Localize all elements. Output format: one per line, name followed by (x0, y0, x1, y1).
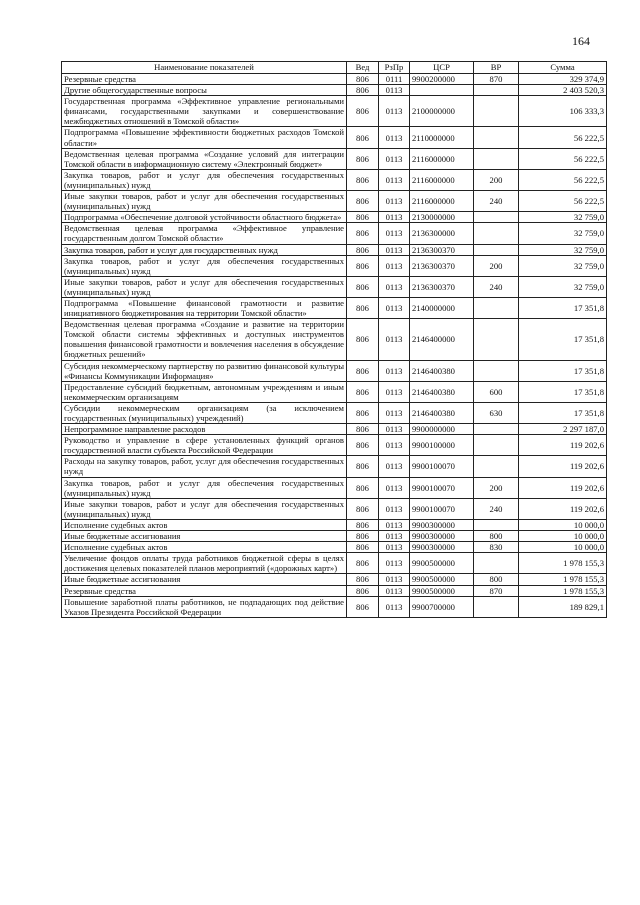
table-row (62, 402, 607, 423)
table-row (62, 223, 607, 244)
table-row (62, 127, 607, 148)
row-vr (474, 96, 519, 127)
table-header-row (62, 62, 607, 74)
row-vr (474, 297, 519, 318)
row-csr: 2146400380 (410, 402, 474, 423)
row-csr: 2110000000 (410, 127, 474, 148)
row-ved: 806 (347, 85, 379, 96)
row-sum: 56 222,5 (519, 148, 607, 169)
row-sum: 56 222,5 (519, 127, 607, 148)
row-vr (474, 360, 519, 381)
row-rzpr: 0113 (379, 244, 410, 255)
row-csr: 9900100000 (410, 435, 474, 456)
row-vr: 800 (474, 531, 519, 542)
row-csr: 9900100070 (410, 456, 474, 477)
row-ved: 806 (347, 585, 379, 596)
row-rzpr: 0113 (379, 319, 410, 360)
row-vr: 240 (474, 498, 519, 519)
row-csr: 2100000000 (410, 96, 474, 127)
row-rzpr: 0113 (379, 477, 410, 498)
row-csr: 2116000000 (410, 148, 474, 169)
row-sum: 1 978 155,3 (519, 585, 607, 596)
row-rzpr: 0113 (379, 596, 410, 617)
row-rzpr: 0113 (379, 223, 410, 244)
row-rzpr: 0113 (379, 276, 410, 297)
table-row (62, 319, 607, 360)
table-row (62, 574, 607, 585)
row-name: Подпрограмма «Обеспечение долговой устойчивости областного бюджета» (62, 212, 347, 223)
row-rzpr: 0113 (379, 574, 410, 585)
table-row (62, 542, 607, 553)
row-csr: 9900500000 (410, 574, 474, 585)
row-csr: 2140000000 (410, 297, 474, 318)
row-rzpr: 0113 (379, 127, 410, 148)
row-csr: 2146400380 (410, 360, 474, 381)
row-ved: 806 (347, 553, 379, 574)
row-rzpr: 0113 (379, 148, 410, 169)
row-vr (474, 244, 519, 255)
row-sum: 119 202,6 (519, 498, 607, 519)
row-rzpr: 0113 (379, 255, 410, 276)
row-sum: 17 351,8 (519, 360, 607, 381)
row-sum: 2 403 520,3 (519, 85, 607, 96)
row-vr (474, 212, 519, 223)
row-name: Ведомственная целевая программа «Создание условий для интеграции Томской области в информационную систему «Электронный бюджет» (62, 148, 347, 169)
row-rzpr: 0113 (379, 169, 410, 190)
row-vr (474, 456, 519, 477)
row-sum: 17 351,8 (519, 381, 607, 402)
table-row (62, 553, 607, 574)
row-name: Подпрограмма «Повышение финансовой грамотности и развитие инициативного бюджетирования на территории Томской области» (62, 297, 347, 318)
table-row (62, 498, 607, 519)
row-name: Закупка товаров, работ и услуг для обеспечения государственных (муниципальных) нужд (62, 169, 347, 190)
row-rzpr: 0113 (379, 542, 410, 553)
table-row (62, 148, 607, 169)
row-sum: 10 000,0 (519, 542, 607, 553)
row-ved: 806 (347, 212, 379, 223)
row-rzpr: 0113 (379, 585, 410, 596)
budget-table (61, 61, 607, 618)
row-vr (474, 596, 519, 617)
row-csr: 2116000000 (410, 169, 474, 190)
row-vr: 800 (474, 574, 519, 585)
row-csr: 2146400000 (410, 319, 474, 360)
row-csr: 9900100070 (410, 477, 474, 498)
row-ved: 806 (347, 456, 379, 477)
row-vr: 600 (474, 381, 519, 402)
row-name: Предоставление субсидий бюджетным, автономным учреждениям и иным некоммерческим организациям (62, 381, 347, 402)
row-vr: 200 (474, 255, 519, 276)
row-ved: 806 (347, 319, 379, 360)
row-name: Руководство и управление в сфере установленных функций органов государственной власти субъекта Российской Федерации (62, 435, 347, 456)
table-row (62, 169, 607, 190)
row-rzpr: 0113 (379, 498, 410, 519)
row-ved: 806 (347, 477, 379, 498)
page-number: 164 (572, 34, 590, 48)
row-vr (474, 85, 519, 96)
row-ved: 806 (347, 148, 379, 169)
row-rzpr: 0113 (379, 402, 410, 423)
row-name: Иные закупки товаров, работ и услуг для обеспечения государственных (муниципальных) нужд (62, 191, 347, 212)
table-row (62, 255, 607, 276)
table-row (62, 244, 607, 255)
row-sum: 56 222,5 (519, 169, 607, 190)
row-csr: 9900300000 (410, 519, 474, 530)
row-name: Субсидия некоммерческому партнерству по развитию финансовой культуры «Финансы Коммуникации Информация» (62, 360, 347, 381)
table-row (62, 191, 607, 212)
row-sum: 1 978 155,3 (519, 574, 607, 585)
row-csr: 9900100070 (410, 498, 474, 519)
row-name: Иные бюджетные ассигнования (62, 531, 347, 542)
row-rzpr: 0113 (379, 85, 410, 96)
row-vr (474, 435, 519, 456)
row-ved: 806 (347, 169, 379, 190)
row-ved: 806 (347, 424, 379, 435)
row-csr: 9900200000 (410, 74, 474, 85)
row-name: Иные закупки товаров, работ и услуг для обеспечения государственных (муниципальных) нужд (62, 498, 347, 519)
table-row (62, 96, 607, 127)
row-vr (474, 127, 519, 148)
row-ved: 806 (347, 191, 379, 212)
table-row (62, 381, 607, 402)
row-vr: 870 (474, 585, 519, 596)
row-csr: 9900500000 (410, 553, 474, 574)
row-vr: 240 (474, 276, 519, 297)
row-name: Резервные средства (62, 585, 347, 596)
row-csr: 9900300000 (410, 531, 474, 542)
row-sum: 32 759,0 (519, 255, 607, 276)
header-ved: Вед (347, 62, 379, 74)
row-name: Закупка товаров, работ и услуг для обеспечения государственных (муниципальных) нужд (62, 477, 347, 498)
row-name: Государственная программа «Эффективное управление региональными финансами, государственными закупками и совершенствование межбюджетных отношений в Томской области» (62, 96, 347, 127)
row-name: Подпрограмма «Повышение эффективности бюджетных расходов Томской области» (62, 127, 347, 148)
row-sum: 56 222,5 (519, 191, 607, 212)
row-csr: 9900000000 (410, 424, 474, 435)
table-row (62, 85, 607, 96)
table-body (62, 74, 607, 618)
row-name: Повышение заработной платы работников, не подпадающих под действие Указов Президента Российской Федерации (62, 596, 347, 617)
header-sum: Сумма (519, 62, 607, 74)
row-rzpr: 0113 (379, 553, 410, 574)
row-ved: 806 (347, 255, 379, 276)
row-csr: 2146400380 (410, 381, 474, 402)
row-name: Резервные средства (62, 74, 347, 85)
row-name: Исполнение судебных актов (62, 542, 347, 553)
table-row (62, 297, 607, 318)
row-sum: 32 759,0 (519, 244, 607, 255)
row-sum: 17 351,8 (519, 402, 607, 423)
table-row (62, 435, 607, 456)
row-csr: 2116000000 (410, 191, 474, 212)
row-sum: 10 000,0 (519, 531, 607, 542)
row-ved: 806 (347, 519, 379, 530)
row-sum: 17 351,8 (519, 319, 607, 360)
row-vr (474, 553, 519, 574)
row-name: Другие общегосударственные вопросы (62, 85, 347, 96)
row-ved: 806 (347, 498, 379, 519)
header-vr: ВР (474, 62, 519, 74)
row-vr: 630 (474, 402, 519, 423)
row-rzpr: 0113 (379, 360, 410, 381)
row-csr: 2136300370 (410, 244, 474, 255)
row-ved: 806 (347, 402, 379, 423)
table-row (62, 519, 607, 530)
row-rzpr: 0113 (379, 456, 410, 477)
row-csr: 2136300370 (410, 255, 474, 276)
row-ved: 806 (347, 127, 379, 148)
row-sum: 17 351,8 (519, 297, 607, 318)
row-csr: 2136300370 (410, 276, 474, 297)
row-ved: 806 (347, 531, 379, 542)
row-sum: 2 297 187,0 (519, 424, 607, 435)
row-rzpr: 0113 (379, 531, 410, 542)
row-name: Ведомственная целевая программа «Создание и развитие на территории Томской области системы эффективных и доступных инструментов повышения финансовой грамотности и вовлечения населения в обсуждение бюджетных решений» (62, 319, 347, 360)
row-name: Исполнение судебных актов (62, 519, 347, 530)
row-ved: 806 (347, 74, 379, 85)
row-vr: 200 (474, 169, 519, 190)
table-row (62, 596, 607, 617)
table-row (62, 74, 607, 85)
row-name: Ведомственная целевая программа «Эффективное управление государственным долгом Томской области» (62, 223, 347, 244)
table-row (62, 276, 607, 297)
table-row (62, 424, 607, 435)
row-rzpr: 0113 (379, 424, 410, 435)
row-ved: 806 (347, 596, 379, 617)
row-sum: 106 333,3 (519, 96, 607, 127)
table-row (62, 585, 607, 596)
row-ved: 806 (347, 542, 379, 553)
row-sum: 32 759,0 (519, 212, 607, 223)
row-name: Иные бюджетные ассигнования (62, 574, 347, 585)
row-name: Непрограммное направление расходов (62, 424, 347, 435)
row-csr: 9900700000 (410, 596, 474, 617)
table-row (62, 477, 607, 498)
table-row (62, 531, 607, 542)
row-sum: 1 978 155,3 (519, 553, 607, 574)
row-name: Закупка товаров, работ и услуг для обеспечения государственных (муниципальных) нужд (62, 255, 347, 276)
row-sum: 119 202,6 (519, 435, 607, 456)
row-rzpr: 0113 (379, 297, 410, 318)
row-vr: 830 (474, 542, 519, 553)
row-ved: 806 (347, 381, 379, 402)
row-name: Расходы на закупку товаров, работ, услуг для обеспечения государственных нужд (62, 456, 347, 477)
row-sum: 10 000,0 (519, 519, 607, 530)
row-rzpr: 0113 (379, 191, 410, 212)
row-vr: 200 (474, 477, 519, 498)
row-vr: 870 (474, 74, 519, 85)
row-ved: 806 (347, 276, 379, 297)
row-ved: 806 (347, 574, 379, 585)
row-rzpr: 0113 (379, 381, 410, 402)
row-name: Субсидии некоммерческим организациям (за исключением государственных (муниципальных) учреждений) (62, 402, 347, 423)
row-csr: 2130000000 (410, 212, 474, 223)
row-csr: 9900500000 (410, 585, 474, 596)
row-vr (474, 223, 519, 244)
row-vr: 240 (474, 191, 519, 212)
row-vr (474, 148, 519, 169)
row-rzpr: 0111 (379, 74, 410, 85)
table-row (62, 360, 607, 381)
row-sum: 32 759,0 (519, 276, 607, 297)
row-csr: 9900300000 (410, 542, 474, 553)
row-vr (474, 519, 519, 530)
header-rzpr: РзПр (379, 62, 410, 74)
row-ved: 806 (347, 360, 379, 381)
row-rzpr: 0113 (379, 96, 410, 127)
table-row (62, 456, 607, 477)
row-sum: 119 202,6 (519, 477, 607, 498)
row-rzpr: 0113 (379, 519, 410, 530)
row-sum: 32 759,0 (519, 223, 607, 244)
header-csr: ЦСР (410, 62, 474, 74)
row-ved: 806 (347, 435, 379, 456)
row-vr (474, 424, 519, 435)
row-csr: 2136300000 (410, 223, 474, 244)
row-csr (410, 85, 474, 96)
row-sum: 189 829,1 (519, 596, 607, 617)
row-name: Закупка товаров, работ и услуг для государственных нужд (62, 244, 347, 255)
row-sum: 329 374,9 (519, 74, 607, 85)
row-sum: 119 202,6 (519, 456, 607, 477)
row-name: Увеличение фондов оплаты труда работников бюджетной сферы в целях достижения целевых показателей планов мероприятий («дорожных карт») (62, 553, 347, 574)
row-ved: 806 (347, 297, 379, 318)
header-name: Наименование показателей (62, 62, 347, 74)
row-rzpr: 0113 (379, 435, 410, 456)
row-rzpr: 0113 (379, 212, 410, 223)
table-row (62, 212, 607, 223)
row-ved: 806 (347, 223, 379, 244)
row-vr (474, 319, 519, 360)
row-ved: 806 (347, 96, 379, 127)
row-ved: 806 (347, 244, 379, 255)
row-name: Иные закупки товаров, работ и услуг для обеспечения государственных (муниципальных) нужд (62, 276, 347, 297)
